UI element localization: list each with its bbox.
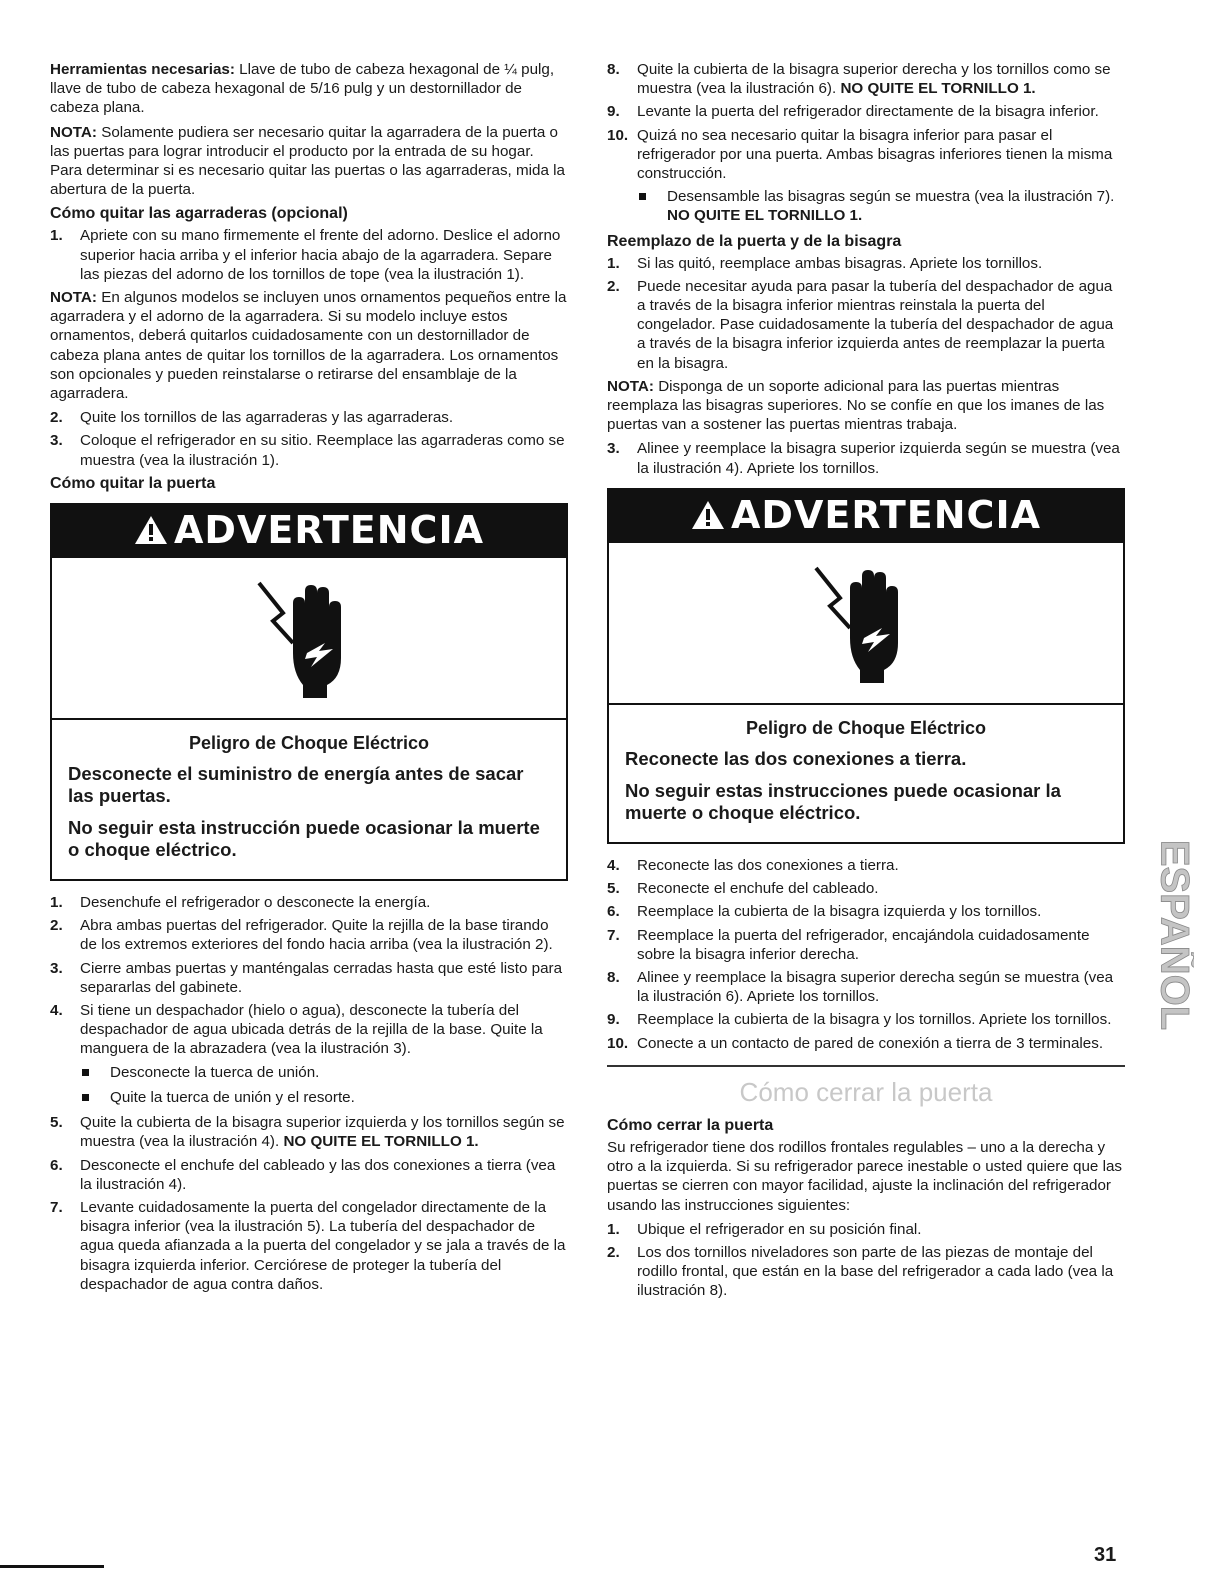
warning-header: ADVERTENCIA xyxy=(609,490,1123,543)
door-steps xyxy=(50,893,568,1059)
shock-hazard-icon xyxy=(52,558,566,720)
bullet-square-icon xyxy=(82,1094,89,1101)
language-tab xyxy=(1150,815,1194,1055)
list-item: 4. Reconecte las dos conexiones a tierra. xyxy=(607,857,899,875)
warning-title: Peligro de Choque Eléctrico xyxy=(188,732,430,753)
warning-triangle-icon xyxy=(134,508,168,558)
list-item: 7. Reemplace la puerta del refrigerador, encajándola cuidadosamente sobre la bisagra inferior derecha. xyxy=(607,926,1090,963)
warning-body xyxy=(609,705,1123,842)
list-item: 4. Si tiene un despachador (hielo o agua), desconecte la tubería del despachador de agua ubicada detrás de la rejilla de la base. Quite la manguera de la abrazadera (vea la ilustración 3). xyxy=(50,1002,543,1058)
bullet-square-icon xyxy=(639,193,646,200)
warning-header: ADVERTENCIA xyxy=(52,505,566,558)
door-steps-b xyxy=(50,1113,568,1294)
list-item: 2. Quite los tornillos de las agarraderas y las agarraderas. xyxy=(50,409,454,427)
list-item: 10. Conecte a un contacto de pared de conexión a tierra de 3 terminales. xyxy=(607,1034,1104,1052)
warning-line-2: No seguir estas instrucciones puede ocasionar la muerte o choque eléctrico. xyxy=(625,780,1061,824)
note-label: NOTA: xyxy=(50,289,97,307)
list-item: 8. Quite la cubierta de la bisagra superior derecha y los tornillos como se muestra (vea la ilustración 6). NO QUITE EL TORNILLO 1. xyxy=(607,61,1111,98)
note-paragraph-3 xyxy=(607,377,1125,435)
note-label: NOTA: xyxy=(607,377,654,395)
list-item: 1. Apriete con su mano firmemente el frente del adorno. Deslice el adorno superior hacia arriba y el inferior hacia abajo de la agarradera. Separe las piezas del adorno de los tornillos de tope (vea la ilustración 1). xyxy=(50,227,561,283)
warning-body xyxy=(52,720,566,879)
list-item: 2. Puede necesitar ayuda para pasar la tubería del despachador de agua a través de la bisagra inferior mientras reinstala la puerta del congelador. Pase cuidadosamente la tubería del despachador de agua a través de la bisagra inferior izquierda antes de reemplazar la puerta en la bisagra. xyxy=(607,277,1114,372)
list-item: 8. Alinee y reemplace la bisagra superior derecha según se muestra (vea la ilustración 6). Apriete los tornillos. xyxy=(607,969,1114,1006)
page-number: 31 xyxy=(1094,1544,1117,1566)
replace-steps-b xyxy=(607,439,1125,477)
list-item: 9. Levante la puerta del refrigerador directamente de la bisagra inferior. xyxy=(607,103,1099,121)
handles-steps-b xyxy=(50,408,568,470)
section-title: Cómo cerrar la puerta xyxy=(739,1076,993,1107)
door-steps-c xyxy=(607,60,1125,183)
list-item: 3. Coloque el refrigerador en su sitio. Reemplace las agarraderas como se muestra (vea la ilustración 1). xyxy=(50,432,565,469)
list-item: 10. Quizá no sea necesario quitar la bisagra inferior para pasar el refrigerador por una puerta. Ambas bisagras inferiores tienen la misma construcción. xyxy=(607,126,1113,183)
note-text: En algunos modelos se incluyen unos ornamentos pequeños entre la agarradera y el adorno de la agarradera. Si su modelo incluye estos ornamentos, deberá quitarlos cuidadosamente con un destornillador de cabeza plana antes de quitar los tornillos de la agarradera. Los ornamentos son opcionales y pueden reinstalarse o retirarse del ensamblaje de la agarradera. xyxy=(50,289,567,403)
note-paragraph-2 xyxy=(50,288,568,403)
heading-close: Cómo cerrar la puerta xyxy=(607,1116,774,1134)
footer-rule xyxy=(0,1565,104,1568)
note-text: Disponga de un soporte adicional para las puertas mientras reemplaza las bisagras superiores. No se confíe en que los imanes de las puertas van a sostener las puertas mientras trabaja. xyxy=(607,377,1105,434)
list-item: 1. Ubique el refrigerador en su posición final. xyxy=(607,1220,922,1238)
note-label: NOTA: xyxy=(50,123,97,141)
language-tab-text: ESPAÑOL xyxy=(1152,839,1194,1031)
close-paragraph: Su refrigerador tiene dos rodillos frontales regulables – uno a la derecha y otro a la izquierda. Si su refrigerador parece inestable o usted quiere que las puertas se cierren con mayor facilidad, ajuste la inclinación del refrigerador usando las instrucciones siguientes: xyxy=(607,1138,1122,1214)
warning-line-1: Reconecte las dos conexiones a tierra. xyxy=(625,748,967,770)
note-paragraph xyxy=(50,123,568,200)
list-item: 6. Desconecte el enchufe del cableado y las dos conexiones a tierra (vea la ilustración 4). xyxy=(50,1156,556,1193)
list-item: 5. Quite la cubierta de la bisagra superior izquierda y los tornillos según se muestra (vea la ilustración 4). NO QUITE EL TORNILLO 1. xyxy=(50,1114,565,1151)
hinge-bullets xyxy=(607,187,1125,225)
close-steps xyxy=(607,1220,1125,1301)
list-item: 2. Abra ambas puertas del refrigerador. Quite la rejilla de la base tirando de los extremos exteriores del fondo hacia arriba (vea la ilustración 2). xyxy=(50,917,553,954)
list-item: 5. Reconecte el enchufe del cableado. xyxy=(607,880,879,898)
heading-replace: Reemplazo de la puerta y de la bisagra xyxy=(607,232,902,250)
list-item: Quite la tuerca de unión y el resorte. xyxy=(50,1088,568,1107)
bullet-square-icon xyxy=(82,1069,89,1076)
section-divider xyxy=(607,1065,1125,1067)
heading-remove-door: Cómo quitar la puerta xyxy=(50,474,216,492)
handles-steps-a xyxy=(50,226,568,284)
list-item: 3. Alinee y reemplace la bisagra superior izquierda según se muestra (vea la ilustración 4). Apriete los tornillos. xyxy=(607,440,1120,477)
warning-title: Peligro de Choque Eléctrico xyxy=(745,717,987,738)
warning-triangle-icon xyxy=(691,493,725,543)
heading-handles: Cómo quitar las agarraderas (opcional) xyxy=(50,205,348,223)
warning-box xyxy=(50,503,568,881)
list-item: Desconecte la tuerca de unión. xyxy=(50,1063,568,1082)
tools-text: Llave de tubo de cabeza hexagonal de ¼ pulg, llave de tubo de cabeza hexagonal de 5/16 pulg y un destornillador de cabeza plana. xyxy=(50,61,555,117)
warning-box-2 xyxy=(607,488,1125,844)
reinstall-steps xyxy=(607,856,1125,1053)
list-item: 6. Reemplace la cubierta de la bisagra izquierda y los tornillos. xyxy=(607,903,1042,921)
right-column xyxy=(607,60,1125,1305)
shock-hazard-icon xyxy=(609,543,1123,705)
tools-paragraph xyxy=(50,60,568,118)
list-item: Desensamble las bisagras según se muestra (vea la ilustración 7). NO QUITE EL TORNILLO 1. xyxy=(607,187,1125,225)
replace-steps xyxy=(607,254,1125,373)
warning-line-1: Desconecte el suministro de energía antes de sacar las puertas. xyxy=(68,763,524,807)
left-column xyxy=(50,60,568,1298)
list-item: 1. Si las quitó, reemplace ambas bisagras. Apriete los tornillos. xyxy=(607,254,1043,272)
list-item: 9. Reemplace la cubierta de la bisagra y los tornillos. Apriete los tornillos. xyxy=(607,1011,1112,1029)
note-text: Solamente pudiera ser necesario quitar la agarradera de la puerta o las puertas para lograr introducir el producto por la entrada de su hogar. Para determinar si es necesario quitar las puertas o las agarraderas, mida la abertura de la puerta. xyxy=(50,123,565,199)
door-bullets xyxy=(50,1063,568,1107)
list-item: 2. Los dos tornillos niveladores son parte de las piezas de montaje del rodillo frontal, que están en la base del refrigerador a cada lado (vea la ilustración 8). xyxy=(607,1243,1114,1300)
list-item: 7. Levante cuidadosamente la puerta del congelador directamente de la bisagra inferior (vea la ilustración 5). La tubería del despachador de agua queda afianzada a la puerta del congelador y se jala a través de la bisagra izquierda inferior. Cerciórese de proteger la tubería del despachador de agua contra daños. xyxy=(50,1198,566,1293)
list-item: 3. Cierre ambas puertas y manténgalas cerradas hasta que esté listo para separarlas del gabinete. xyxy=(50,959,563,996)
tools-label: Herramientas necesarias: xyxy=(50,61,235,78)
warning-line-2: No seguir esta instrucción puede ocasionar la muerte o choque eléctrico. xyxy=(68,817,540,861)
list-item: 1. Desenchufe el refrigerador o desconecte la energía. xyxy=(50,894,431,912)
